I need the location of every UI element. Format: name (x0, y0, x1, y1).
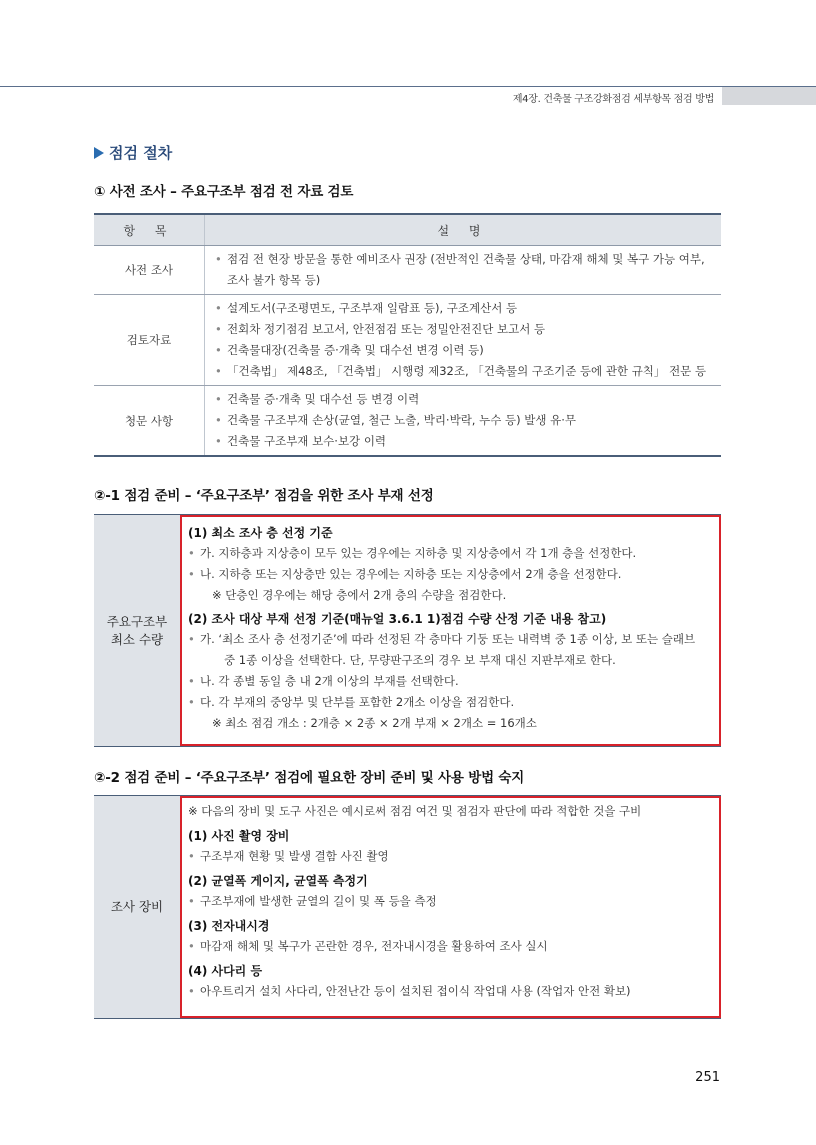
list-item: • 건축물 구조부재 손상(균열, 철근 노출, 박리·박락, 누수 등) 발생 유·무 (215, 410, 715, 431)
list-item: • 다. 각 부재의 중앙부 및 단부를 포함한 2개소 이상을 점검한다. (188, 692, 711, 713)
table-row (94, 386, 721, 457)
section-title-text: 점검 절차 (109, 144, 173, 162)
header-block (722, 87, 816, 105)
list-item: • 건축물대장(건축물 증·개축 및 대수선 변경 이력 등) (215, 340, 715, 361)
member-selection-box (94, 514, 721, 747)
col-desc: 설 명 (205, 214, 722, 246)
table-row (94, 246, 721, 295)
side-label-line1: 주요구조부 (106, 613, 168, 629)
list-item: • 나. 각 종별 동일 층 내 2개 이상의 부재를 선택한다. (188, 671, 711, 692)
col-item: 항 목 (94, 214, 205, 246)
list-item: • 구조부재 현황 및 발생 결함 사진 촬영 (188, 846, 711, 867)
step1-title: ① 사전 조사 – 주요구조부 점검 전 자료 검토 (94, 184, 354, 200)
note: ※ 단층인 경우에는 해당 층에서 2개 층의 수량을 점검한다. (212, 588, 507, 602)
equipment-box (94, 795, 721, 1019)
row-desc (205, 246, 722, 295)
list-item: • 건축물 구조부재 보수·보강 이력 (215, 431, 715, 452)
list-item: • 마감재 해체 및 복구가 곤란한 경우, 전자내시경을 활용하여 조사 실시 (188, 936, 711, 957)
list-item: • 「건축법」 제48조, 「건축법」 시행령 제32조, 「건축물의 구조기준 등에 관한 규칙」 전문 등 (215, 361, 715, 382)
subheading: (1) 최소 조사 층 선정 기준 (188, 526, 333, 540)
list-item: • 설계도서(구조평면도, 구조부재 일람표 등), 구조계산서 등 (215, 298, 715, 319)
header-rule (0, 86, 816, 87)
chapter-header: 제4장. 건축물 구조강화점검 세부항목 점검 방법 (512, 94, 714, 105)
note: ※ 최소 점검 개소 : 2개층 × 2종 × 2개 부재 × 2개소 = 16개소 (212, 716, 537, 730)
page-number: 251 (695, 1070, 720, 1085)
pre-survey-table (94, 213, 721, 457)
list-item: • 가. 지하층과 지상층이 모두 있는 경우에는 지하층 및 지상층에서 각 1개 층을 선정한다. (188, 543, 711, 564)
row-desc (205, 295, 722, 386)
table-row (94, 295, 721, 386)
step2-1-title: ②-1 점검 준비 – ‘주요구조부’ 점검을 위한 조사 부재 선정 (94, 488, 434, 504)
subheading: (2) 균열폭 게이지, 균열폭 측정기 (188, 874, 368, 888)
row-label: 검토자료 (94, 295, 205, 386)
list-item: • 가. ‘최소 조사 층 선정기준’에 따라 선정된 각 층마다 기둥 또는 내력벽 중 1종 이상, 보 또는 슬래브 (188, 629, 711, 650)
subheading: (3) 전자내시경 (188, 919, 270, 933)
selection-criteria (180, 515, 721, 746)
list-item: • 구조부재에 발생한 균열의 길이 및 폭 등을 측정 (188, 891, 711, 912)
section-title (94, 142, 172, 163)
subheading: (2) 조사 대상 부재 선정 기준(매뉴얼 3.6.1 1)점검 수량 산정 기준 내용 참고) (188, 612, 607, 626)
side-label: 조사 장비 (94, 796, 180, 1018)
triangle-bullet-icon (94, 147, 104, 159)
side-label (94, 515, 180, 746)
side-label-line2: 최소 수량 (110, 631, 164, 647)
list-item: • 점검 전 현장 방문을 통한 예비조사 권장 (전반적인 건축물 상태, 마감재 해체 및 복구 가능 여부, 조사 불가 항목 등) (215, 249, 715, 291)
subheading: (1) 사진 촬영 장비 (188, 829, 290, 843)
list-item: • 아우트리거 설치 사다리, 안전난간 등이 설치된 접이식 작업대 사용 (작업자 안전 확보) (188, 981, 711, 1002)
row-desc (205, 386, 722, 457)
list-item: • 건축물 증·개축 및 대수선 등 변경 이력 (215, 389, 715, 410)
list-item: • 전회차 정기점검 보고서, 안전점검 또는 정밀안전진단 보고서 등 (215, 319, 715, 340)
equipment-list (180, 796, 721, 1018)
list-item-continued: 중 1종 이상을 선택한다. 단, 무량판구조의 경우 보 부재 대신 지판부재로 한다. (224, 653, 616, 667)
subheading: (4) 사다리 등 (188, 964, 263, 978)
list-item: • 나. 지하층 또는 지상층만 있는 경우에는 지하층 또는 지상층에서 2개 층을 선정한다. (188, 564, 711, 585)
row-label: 사전 조사 (94, 246, 205, 295)
row-label: 청문 사항 (94, 386, 205, 457)
table-header (94, 214, 721, 246)
step2-2-title: ②-2 점검 준비 – ‘주요구조부’ 점검에 필요한 장비 준비 및 사용 방법 숙지 (94, 770, 525, 786)
note: ※ 다음의 장비 및 도구 사진은 예시로써 점검 여건 및 점검자 판단에 따라 적합한 것을 구비 (188, 804, 642, 818)
